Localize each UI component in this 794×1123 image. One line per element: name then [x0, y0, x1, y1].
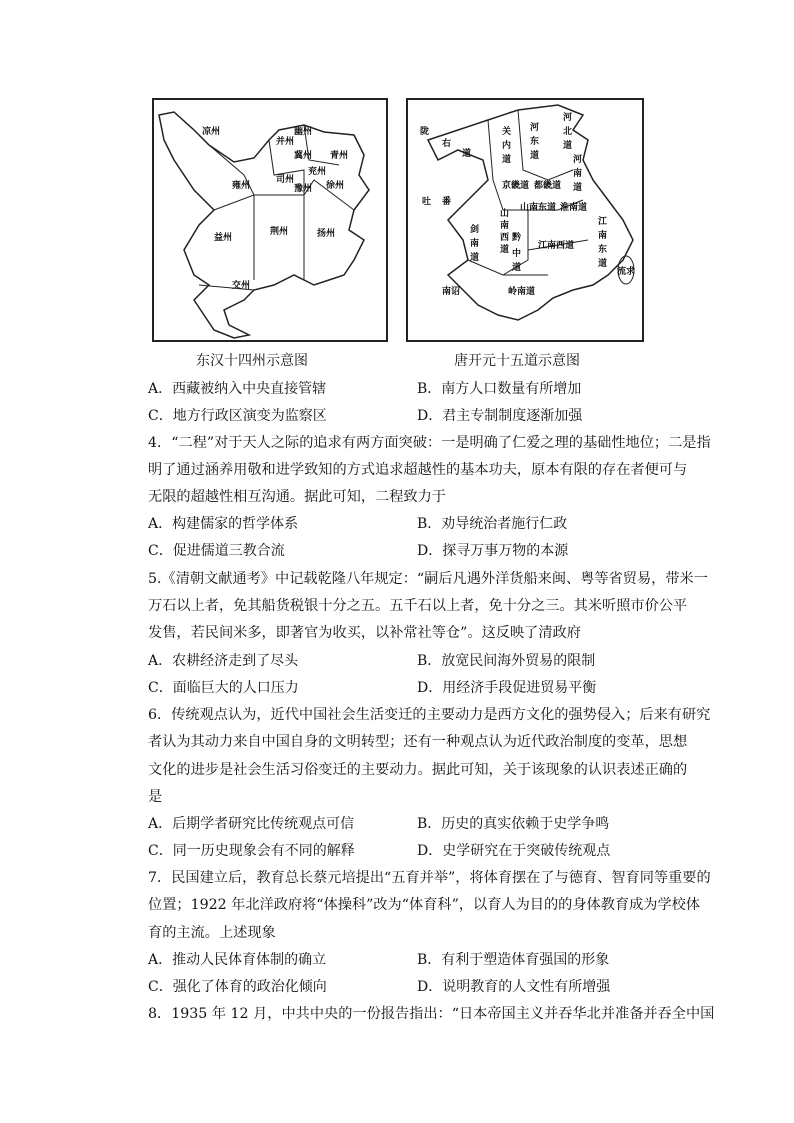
map-left-label: 兖州	[308, 167, 327, 177]
map-right-label: 河	[563, 113, 573, 123]
map-right-label: 道	[512, 263, 522, 273]
q6-option-b[interactable]: B．历史的真实依赖于史学争鸣	[417, 816, 610, 832]
map-left-label: 豫州	[294, 184, 313, 194]
map-right-label: 南	[598, 231, 608, 241]
q6-option-d[interactable]: D．史学研究在于突破传统观点	[417, 843, 611, 859]
map-left-label: 青州	[330, 151, 349, 161]
map-left-label: 雍州	[232, 181, 251, 191]
q6-option-c[interactable]: C．同一历史现象会有不同的解释	[148, 843, 355, 859]
map-left-label: 凉州	[202, 127, 221, 137]
q5-stem-line: 5.《清朝文献通考》中记载乾隆八年规定：“嗣后凡遇外洋货船来闽、粤等省贸易，带米一	[148, 571, 708, 587]
map-right-label: 道	[500, 245, 510, 255]
q4-stem-line: 明了通过涵养用敬和进学致知的方式追求超越性的基本功夫，原本有限的存在者便可与	[148, 462, 688, 478]
map-right-label: 关	[502, 127, 512, 137]
q3-option-b[interactable]: B．南方人口数量有所增加	[417, 381, 582, 397]
map-outline	[159, 112, 369, 338]
map-right-label: 南	[573, 169, 583, 179]
q6-option-a[interactable]: A．后期学者研究比传统观点可信	[148, 816, 355, 832]
q4-stem-line: 4．“二程”对于天人之际的追求有两方面突破：一是明确了仁爱之理的基础性地位；二是指	[148, 435, 711, 451]
q4-stem-line: 无限的超越性相互沟通。据此可知，二程致力于	[148, 489, 446, 505]
q5-option-b[interactable]: B．放宽民间海外贸易的限制	[417, 653, 596, 669]
map-right-label: 南	[500, 221, 510, 231]
q5-stem-line: 万石以上者，免其船货税银十分之五。五千石以上者，免十分之三。其米听照市价公平	[148, 598, 688, 614]
q6-stem-line: 6．传统观点认为，近代中国社会生活变迁的主要动力是西方文化的强势侵入；后来有研究	[148, 707, 711, 723]
q6-stem-line: 者认为其动力来自中国自身的文明转型；还有一种观点认为近代政治制度的变革，思想	[148, 734, 688, 750]
q6-stem-line: 是	[148, 789, 163, 805]
map-left-label: 司州	[276, 175, 295, 185]
q6-stem-line: 文化的进步是社会生活习俗变迁的主要动力。据此可知，关于该现象的认识表述正确的	[148, 762, 688, 778]
map-right-label: 东	[598, 245, 608, 255]
map-eastern-han	[152, 98, 388, 342]
map-right-label: 剑	[470, 225, 480, 235]
q3-option-c[interactable]: C．地方行政区演变为监察区	[148, 408, 327, 424]
q7-stem-line: 位置；1922 年北洋政府将“体操科”改为“体育科”，以育人为目的的身体教育成为学校体	[148, 897, 701, 913]
map-right-label: 东	[530, 137, 540, 147]
map-right-caption: 唐开元十五道示意图	[454, 353, 580, 369]
q5-option-c[interactable]: C．面临巨大的人口压力	[148, 680, 299, 696]
map-tang-kaiyuan	[406, 98, 644, 342]
map-left-label: 扬州	[317, 229, 336, 239]
map-right-label: 右	[442, 139, 452, 149]
q4-option-b[interactable]: B．劝导统治者施行仁政	[417, 516, 568, 532]
map-right-label: 道	[563, 141, 573, 151]
q5-option-d[interactable]: D．用经济手段促进贸易平衡	[417, 680, 597, 696]
map-eastern-han-svg	[154, 100, 386, 340]
map-right-label: 山	[500, 209, 510, 219]
map-right-label: 中	[512, 249, 522, 259]
map-left-label: 并州	[276, 137, 295, 147]
map-right-label: 道	[598, 259, 608, 269]
map-right-label: 南诏	[442, 287, 461, 297]
map-right-label: 陇	[420, 127, 430, 137]
map-left-label: 交州	[232, 281, 251, 291]
map-right-label: 河	[573, 155, 583, 165]
map-right-label: 道	[462, 149, 472, 159]
q7-stem-line: 7．民国建立后，教育总长蔡元培提出“五育并举”，将体育摆在了与德育、智育同等重要的	[148, 870, 711, 886]
map-right-label: 淮南道	[560, 203, 588, 213]
map-right-label: 道	[573, 183, 583, 193]
map-left-label: 冀州	[294, 151, 313, 161]
map-right-label: 京畿道	[502, 181, 530, 191]
map-right-label: 江南西道	[538, 241, 575, 251]
map-left-label: 益州	[214, 233, 233, 243]
map-left-label: 徐州	[326, 181, 345, 191]
q5-option-a[interactable]: A．农耕经济走到了尽头	[148, 653, 299, 669]
map-right-label: 河	[530, 123, 540, 133]
map-left-label: 荆州	[270, 227, 289, 237]
q7-option-c[interactable]: C．强化了体育的政治化倾向	[148, 979, 327, 995]
map-right-label: 黔	[512, 233, 522, 243]
map-right-label: 吐	[422, 197, 432, 207]
map-right-label: 山南东道	[520, 203, 557, 213]
map-tang-kaiyuan-svg	[408, 100, 642, 340]
q5-stem-line: 发售，若民间米多，即著官为收买，以补常社等仓”。这反映了清政府	[148, 625, 581, 641]
map-left-caption: 东汉十四州示意图	[196, 353, 308, 369]
map-right-label: 道	[530, 151, 540, 161]
q7-option-d[interactable]: D．说明教育的人文性有所增强	[417, 979, 611, 995]
map-right-label: 道	[502, 155, 512, 165]
map-right-label: 都畿道	[534, 181, 562, 191]
q4-option-a[interactable]: A．构建儒家的哲学体系	[148, 516, 299, 532]
map-right-label: 江	[598, 217, 608, 227]
q7-option-b[interactable]: B．有利于塑造体育强国的形象	[417, 952, 610, 968]
map-right-label: 内	[502, 141, 512, 151]
map-right-label: 流求	[617, 267, 636, 277]
q4-option-c[interactable]: C．促进儒道三教合流	[148, 543, 285, 559]
q4-option-d[interactable]: D．探寻万事万物的本源	[417, 543, 569, 559]
map-right-label: 番	[442, 197, 452, 207]
map-right-label: 北	[563, 127, 573, 137]
q3-option-d[interactable]: D．君主专制制度逐渐加强	[417, 408, 583, 424]
q7-option-a[interactable]: A．推动人民体育体制的确立	[148, 952, 327, 968]
map-right-label: 南	[470, 239, 480, 249]
q8-stem-line: 8．1935 年 12 月，中共中央的一份报告指出：“日本帝国主义并吞华北并准备并吞全中国	[148, 1006, 715, 1022]
map-right-label: 岭南道	[508, 287, 536, 297]
map-right-label: 道	[470, 253, 480, 263]
q3-option-a[interactable]: A．西藏被纳入中央直接管辖	[148, 381, 327, 397]
map-right-label: 西	[500, 233, 510, 243]
map-left-label: 幽州	[294, 127, 313, 137]
q7-stem-line: 育的主流。上述现象	[148, 925, 276, 941]
